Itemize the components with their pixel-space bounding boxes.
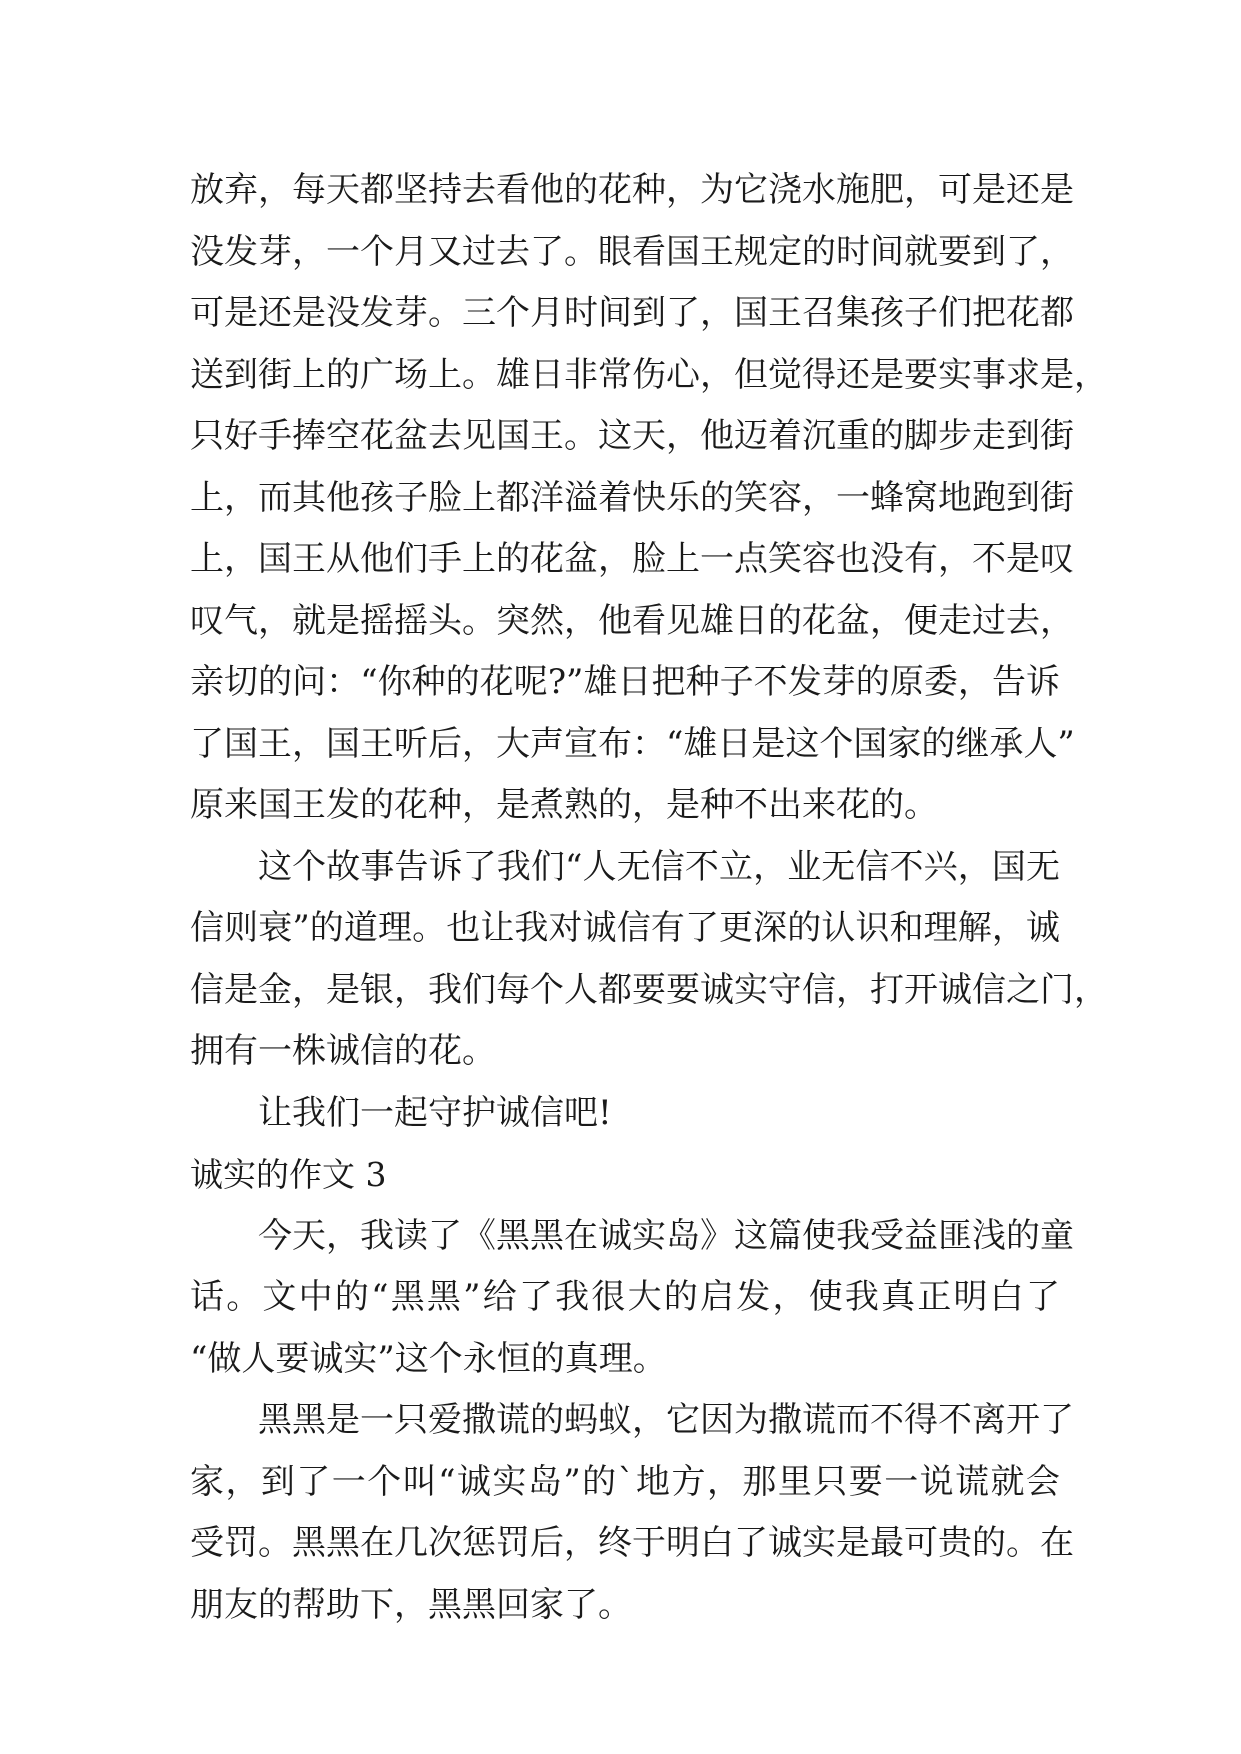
text-line: 只好手捧空花盆去见国王。这天，他迈着沉重的脚步走到街 bbox=[190, 416, 1074, 456]
text-line: 信是金，是银，我们每个人都要要诚实守信，打开诚信之门， bbox=[190, 969, 1108, 1010]
text-line: 放弃，每天都坚持去看他的花种，为它浇水施肥，可是还是 bbox=[190, 170, 1074, 210]
text-line: 叹气，就是摇摇头。突然，他看见雄日的花盆，便走过去， bbox=[190, 600, 1074, 641]
paragraph-first-line: 让我们一起守护诚信吧! bbox=[258, 1092, 612, 1133]
text-line: 朋友的帮助下，黑黑回家了。 bbox=[190, 1584, 632, 1625]
text-line: 原来国王发的花种，是煮熟的，是种不出来花的。 bbox=[190, 785, 938, 825]
text-line: 话。文中的“黑黑”给了我很大的启发，使我真正明白了 bbox=[190, 1277, 1060, 1317]
section-heading: 诚实的作文 3 bbox=[190, 1155, 387, 1194]
paragraph-first-line: 这个故事告诉了我们“人无信不立，业无信不兴，国无 bbox=[258, 846, 1060, 887]
text-line: 上，国王从他们手上的花盆，脸上一点笑容也没有，不是叹 bbox=[190, 539, 1074, 579]
text-line: 信则衰”的道理。也让我对诚信有了更深的认识和理解，诚 bbox=[190, 908, 1060, 948]
document-body bbox=[190, 160, 1108, 1636]
paragraph-first-line: 黑黑是一只爱撒谎的蚂蚁，它因为撒谎而不得不离开了 bbox=[258, 1400, 1074, 1440]
text-line: 家，到了一个叫“诚实岛”的`地方，那里只要一说谎就会 bbox=[190, 1461, 1060, 1502]
text-line: 可是还是没发芽。三个月时间到了，国王召集孩子们把花都 bbox=[190, 293, 1074, 333]
text-line: “做人要诚实”这个永恒的真理。 bbox=[190, 1338, 667, 1379]
text-line: 亲切的问：“你种的花呢?”雄日把种子不发芽的原委，告诉 bbox=[190, 662, 1060, 702]
text-line: 受罚。黑黑在几次惩罚后，终于明白了诚实是最可贵的。在 bbox=[190, 1523, 1074, 1563]
paragraph-first-line: 今天，我读了《黑黑在诚实岛》这篇使我受益匪浅的童 bbox=[258, 1215, 1074, 1256]
text-line: 没发芽，一个月又过去了。眼看国王规定的时间就要到了， bbox=[190, 231, 1074, 272]
text-line: 了国王，国王听后，大声宣布：“雄日是这个国家的继承人” bbox=[190, 723, 1075, 764]
text-line: 送到街上的广场上。雄日非常伤心，但觉得还是要实事求是， bbox=[190, 354, 1108, 395]
text-line: 上，而其他孩子脸上都洋溢着快乐的笑容，一蜂窝地跑到街 bbox=[190, 477, 1074, 518]
text-line: 拥有一株诚信的花。 bbox=[190, 1031, 496, 1071]
